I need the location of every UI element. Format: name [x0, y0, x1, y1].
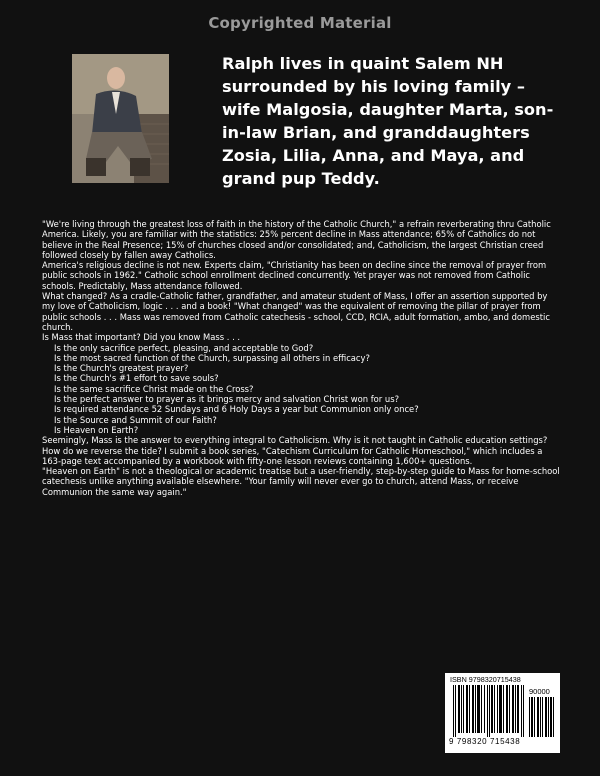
addon-barcode [529, 697, 555, 737]
closing-paragraph: How do we reverse the tide? I submit a book series, "Catechism Curriculum for Catholic Homeschool," which includes a 163-page text accompanied by a workbook with fifty-one lesson reviews containing 1,600+ questions. [42, 445, 543, 466]
isbn-barcode-box [445, 673, 560, 753]
ean-barcode [453, 685, 525, 737]
price-code: 90000 [529, 687, 550, 696]
question-item: Is the same sacrifice Christ made on the Cross? [54, 383, 254, 394]
description-paragraph: "We're living through the greatest loss of faith in the history of the Catholic Church," a refrain reverberating thru Catholic America. Likely, you are familiar with the statistics: 25% percent decline in Mass attendance; 65% of Catholics do not believe in the Real Presence; 15% of churches closed and/or consolidated; and, Catholicism, the largest Christian creed followed closely by fallen away Catholics. [42, 219, 551, 260]
question-item: Is Heaven on Earth? [54, 424, 139, 435]
question-item: Is the perfect answer to prayer as it brings mercy and salvation Christ won for us? [54, 394, 400, 405]
question-item: Is the Church's greatest prayer? [54, 363, 189, 374]
closing-paragraph: Seemingly, Mass is the answer to everything integral to Catholicism. Why is it not taught in Catholic education settings? [42, 435, 548, 446]
question-item: Is the most sacred function of the Church, surpassing all others in efficacy? [54, 352, 370, 363]
copyright-watermark: Copyrighted Material [208, 14, 392, 32]
description-paragraph: Is Mass that important? Did you know Mass . . . [42, 332, 241, 343]
description-paragraph: What changed? As a cradle-Catholic father, grandfather, and amateur student of Mass, I offer an assertion supported by my love of Catholicism, logic . . . and a book! "What changed" was the equivalent of removing the pillar of prayer from public schools . . . Mass was removed from Catholic catechesis - school, CCD, RCIA, adult formation, ambo, and domestic church. [42, 291, 550, 332]
question-item: Is the only sacrifice perfect, pleasing, and acceptable to God? [54, 342, 314, 353]
author-bio: Ralph lives in quaint Salem NH surrounded by his loving family – wife Malgosia, daughter Marta, son-in-law Brian, and granddaughters Zosia, Lilia, Anna, and Maya, and grand pup Teddy. [222, 54, 554, 188]
barcode-digits: 9 798320 715438 [449, 737, 521, 746]
question-item: Is required attendance 52 Sundays and 6 Holy Days a year but Communion only once? [54, 404, 419, 415]
description-paragraph: America's religious decline is not new. Experts claim, "Christianity has been on decline since the removal of prayer from public schools in 1962." Catholic school enrollment declined concurrently. Yet prayer was not removed from Catholic schools. Predictably, Mass attendance followed. [42, 260, 547, 291]
author-photo [72, 54, 169, 183]
isbn-label: ISBN 9798320715438 [450, 675, 521, 684]
book-description [42, 219, 562, 497]
question-item: Is the Church's #1 effort to save souls? [54, 373, 219, 384]
closing-paragraph: "Heaven on Earth" is not a theological or academic treatise but a user-friendly, step-by-step guide to Mass for home-school catechesis unlike anything available elsewhere. "Your family will never ever go to church, attend Mass, or receive Communion the same way again." [42, 466, 560, 497]
question-item: Is the Source and Summit of our Faith? [54, 414, 217, 425]
